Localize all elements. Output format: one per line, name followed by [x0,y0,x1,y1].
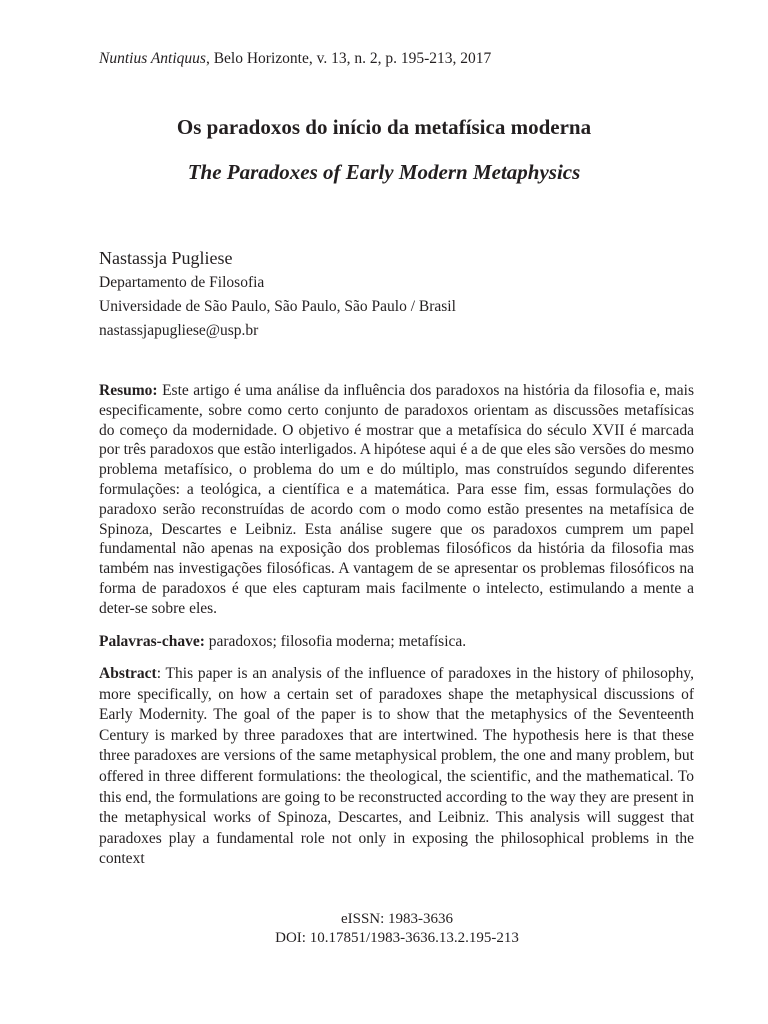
author-block [99,245,456,343]
citation-details: , Belo Horizonte, v. 13, n. 2, p. 195-213, 2017 [205,50,492,67]
journal-name: Nuntius Antiquus [99,50,206,67]
abstract-text: : This paper is an analysis of the influence of paradoxes in the history of philosophy, more specifically, on how a certain set of paradoxes shape the metaphysical discussions of Early Modernity. The goal of the paper is to show that the metaphysics of the Seventeenth Century is marked by three paradoxes that are intertwined. The hypothesis here is that these three paradoxes are versions of the same metaphysical problem, the one and many problem, but offered in three different formulations: the theological, the scientific, and the mathematical. To this end, the formulations are going to be reconstructed according to the way they are present in the metaphysical works of Spinoza, Descartes, and Leibniz. This analysis will suggest that paradoxes play a fundamental role not only in exposing the philosophical problems in the context [99,665,694,868]
footer-eissn: eISSN: 1983-3636 [340,911,454,927]
author-department: Departamento de Filosofia [99,274,265,291]
abstract-label: Abstract [99,665,157,682]
footer-doi[interactable]: DOI: 10.17851/1983-3636.13.2.195-213 [275,930,519,946]
author-email[interactable]: nastassjapugliese@usp.br [99,322,259,339]
resumo-label: Resumo: [99,382,158,399]
palavras-chave-label: Palavras-chave: [99,633,205,650]
title-portuguese: Os paradoxos do início da metafísica moderna [176,115,592,139]
title-english: The Paradoxes of Early Modern Metaphysics [187,160,581,184]
resumo-text: Este artigo é uma análise da influência dos paradoxos na história da filosofia e, mais especificamente, sobre como certo conjunto de paradoxos orientam as discussões metafísicas do começo da modernidade. O objetivo é mostrar que a metafísica do século XVII é marcada por três paradoxos que estão interligados. A hipótese aqui é a de que eles são versões do mesmo problema metafísico, o problema do um e do múltiplo, mas construídos segundo diferentes formulações: a teológica, a científica e a matemática. Para esse fim, essas formulações do paradoxo serão reconstruídas de acordo com o modo como estão presentes na metafísica de Spinoza, Descartes e Leibniz. Esta análise sugere que os paradoxos cumprem um papel fundamental não apenas na exposição dos problemas filosóficos da história da filosofia mas também nas investigações filosóficas. A vantagem de se apresentar os problemas filosóficos na forma de paradoxos é que eles capturam mais facilmente o intelecto, estimulando a mente a deter-se sobre eles. [99,382,694,617]
footer [0,910,768,948]
running-head [99,48,491,70]
palavras-chave-text: paradoxos; filosofia moderna; metafísica. [204,633,467,650]
author-institution: Universidade de São Paulo, São Paulo, São Paulo / Brasil [99,298,456,315]
abstract-paragraph [99,664,694,870]
palavras-chave-paragraph [99,632,694,652]
resumo-paragraph [99,381,694,619]
author-name: Nastassja Pugliese [99,248,233,268]
